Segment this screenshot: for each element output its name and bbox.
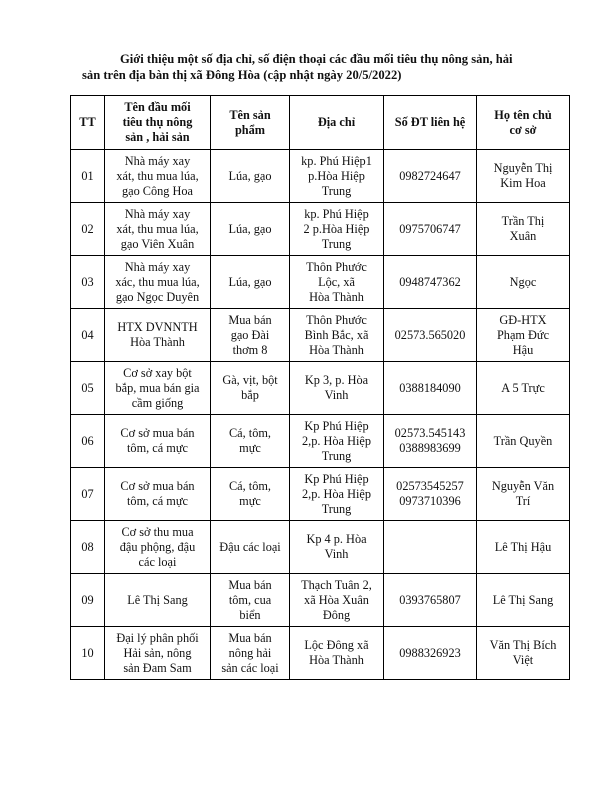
cell-ten-dau-moi-line: tôm, cá mực <box>127 494 188 508</box>
cell-so-dt <box>384 521 477 574</box>
cell-tt <box>71 521 105 574</box>
cell-dia-chi <box>290 415 384 468</box>
cell-ho-ten-line: Ngọc <box>509 274 537 289</box>
table-header-row <box>71 96 570 150</box>
cell-dia-chi-line: 2,p. Hòa Hiệp <box>302 486 371 501</box>
cell-dia-chi-line: Bình Bắc, xã <box>304 327 369 342</box>
cell-dia-chi-line: Trung <box>321 448 352 463</box>
table-row <box>71 150 570 203</box>
cell-dia-chi <box>290 362 384 415</box>
cell-ho-ten <box>477 627 570 680</box>
header-dia-chi: Địa chỉ <box>290 96 384 150</box>
cell-tt-value: 08 <box>81 539 94 554</box>
cell-ten-dau-moi-line: Lê Thị Sang <box>127 592 188 607</box>
cell-ten-dau-moi-line: bắp, mua bán gia <box>115 380 200 395</box>
table-body <box>71 150 570 680</box>
cell-ten-dau-moi-line: gạo Viên Xuân <box>120 236 195 251</box>
cell-ten-dau-moi-line: xát, thu mua lúa, <box>116 221 199 236</box>
cell-dia-chi-line: Hòa Thành <box>309 289 364 304</box>
cell-tt-value: 02 <box>81 221 94 236</box>
cell-ho-ten-line: Phạm Đức <box>496 327 550 342</box>
cell-so-dt <box>384 468 477 521</box>
cell-so-dt-line: 0393765807 <box>399 592 461 607</box>
cell-so-dt <box>384 203 477 256</box>
cell-dia-chi-line: 2,p. Hòa Hiệp <box>302 433 371 448</box>
cell-ten-dau-moi-line: Hòa Thành <box>130 335 185 349</box>
document-title <box>82 51 562 83</box>
cell-ten-dau-moi-line: cầm giống <box>131 395 184 410</box>
cell-ho-ten <box>477 362 570 415</box>
cell-ten-dau-moi-line: tôm, cá mực <box>127 441 188 455</box>
cell-tt-value: 05 <box>81 380 94 395</box>
cell-so-dt <box>384 150 477 203</box>
cell-tt-value: 01 <box>81 168 94 183</box>
title-line-1: Giới thiệu một số địa chỉ, số điện thoại các đầu mối tiêu thụ nông sản, hải <box>120 52 513 66</box>
cell-ho-ten-line: Trần Quyền <box>493 433 553 448</box>
cell-so-dt-line: 0975706747 <box>399 221 461 236</box>
cell-ten-dau-moi-line: các loại <box>138 554 177 569</box>
cell-so-dt-line: 0973710396 <box>399 494 461 508</box>
cell-ho-ten <box>477 309 570 362</box>
cell-ten-san-pham <box>211 309 290 362</box>
cell-ten-san-pham <box>211 362 290 415</box>
cell-ten-san-pham <box>211 256 290 309</box>
cell-ho-ten <box>477 521 570 574</box>
cell-ho-ten <box>477 203 570 256</box>
cell-so-dt <box>384 309 477 362</box>
cell-so-dt <box>384 362 477 415</box>
table-row <box>71 574 570 627</box>
cell-dia-chi <box>290 309 384 362</box>
cell-tt-value: 03 <box>81 274 94 289</box>
cell-tt-value: 10 <box>81 645 94 660</box>
cell-tt <box>71 309 105 362</box>
table-row <box>71 468 570 521</box>
cell-dia-chi-line: Kp Phú Hiệp <box>304 471 369 486</box>
cell-so-dt-line: 0388184090 <box>399 380 461 395</box>
cell-dia-chi-line: kp. Phú Hiệp <box>304 206 369 221</box>
cell-ho-ten <box>477 150 570 203</box>
cell-dia-chi-line: Thôn Phước <box>306 312 367 327</box>
cell-ten-san-pham-line: Gà, vịt, bột <box>222 373 278 387</box>
cell-ten-san-pham-line: mực <box>239 494 261 508</box>
cell-dia-chi <box>290 203 384 256</box>
cell-ten-dau-moi <box>105 203 211 256</box>
cell-ten-san-pham <box>211 627 290 680</box>
cell-ho-ten-line: Nguyễn Văn <box>491 479 555 493</box>
cell-tt-value: 04 <box>81 327 94 342</box>
cell-so-dt-line: 02573.545143 <box>394 426 466 440</box>
header-so-dt: Số ĐT liên hệ <box>384 96 477 150</box>
cell-dia-chi-line: xã Hòa Xuân <box>304 592 369 607</box>
cell-ten-san-pham-line: Mua bán <box>228 312 272 327</box>
table-row <box>71 309 570 362</box>
cell-ten-san-pham-line: sản các loại <box>221 660 279 675</box>
cell-ten-san-pham <box>211 415 290 468</box>
cell-ten-dau-moi <box>105 627 211 680</box>
cell-ten-san-pham-line: Lúa, gạo <box>228 221 272 236</box>
cell-dia-chi-line: p.Hòa Hiệp <box>308 168 365 183</box>
cell-tt-value: 06 <box>81 433 94 448</box>
cell-dia-chi-line: 2 p.Hòa Hiệp <box>303 221 370 236</box>
cell-dia-chi-line: Trung <box>321 183 352 198</box>
cell-ten-dau-moi-line: Cơ sở thu mua <box>121 524 194 539</box>
cell-dia-chi <box>290 150 384 203</box>
cell-ten-dau-moi-line: Đại lý phân phối <box>116 630 199 645</box>
cell-ten-dau-moi-line: đậu phộng, đậu <box>119 539 196 554</box>
cell-dia-chi-line: Vinh <box>324 547 349 561</box>
cell-dia-chi-line: Vinh <box>324 388 349 402</box>
cell-ho-ten <box>477 574 570 627</box>
cell-ten-san-pham-line: mực <box>239 441 261 455</box>
cell-ten-dau-moi-line: gạo Ngọc Duyên <box>115 289 200 304</box>
cell-ho-ten-line: Xuân <box>509 229 537 243</box>
cell-ho-ten-line: Lê Thị Hậu <box>494 539 552 554</box>
header-ten-san-pham: Tên sản phẩm <box>211 96 290 150</box>
cell-tt-value: 07 <box>81 486 94 501</box>
cell-ten-dau-moi <box>105 574 211 627</box>
cell-ten-san-pham-line: Lúa, gạo <box>228 168 272 183</box>
cell-so-dt-line: 0982724647 <box>399 168 461 183</box>
cell-ten-dau-moi <box>105 468 211 521</box>
cell-tt <box>71 362 105 415</box>
cell-dia-chi <box>290 468 384 521</box>
cell-dia-chi-line: Thạch Tuân 2, <box>301 577 372 592</box>
header-ten-dau-moi: Tên đầu mối tiêu thụ nông sản , hải sản <box>105 96 211 150</box>
cell-tt <box>71 468 105 521</box>
cell-ten-san-pham <box>211 203 290 256</box>
cell-so-dt-line: 02573.565020 <box>394 327 466 342</box>
cell-dia-chi-line: Lộc Đông xã <box>304 638 369 652</box>
cell-ho-ten-line: A 5 Trực <box>501 380 545 395</box>
cell-so-dt-line: 02573545257 <box>396 479 464 493</box>
cell-dia-chi-line: Kp 4 p. Hòa <box>306 532 367 546</box>
cell-ten-dau-moi-line: Nhà máy xay <box>124 153 191 168</box>
table-row <box>71 362 570 415</box>
cell-dia-chi-line: Trung <box>321 501 352 516</box>
cell-so-dt <box>384 415 477 468</box>
cell-ho-ten-line: Trí <box>515 494 531 508</box>
cell-dia-chi-line: Đông <box>322 607 351 622</box>
header-tt: TT <box>71 96 105 150</box>
cell-dia-chi-line: Thôn Phước <box>306 259 367 274</box>
cell-ten-san-pham-line: thơm 8 <box>232 342 268 357</box>
cell-ten-san-pham-line: Mua bán <box>228 577 272 592</box>
header-ho-ten: Họ tên chủ cơ sở <box>477 96 570 150</box>
table-row <box>71 627 570 680</box>
cell-ten-san-pham-line: Cá, tôm, <box>228 479 271 493</box>
cell-ten-dau-moi <box>105 362 211 415</box>
cell-ten-san-pham <box>211 574 290 627</box>
cell-so-dt-line: 0988326923 <box>399 645 461 660</box>
table-row <box>71 415 570 468</box>
cell-ten-dau-moi-line: HTX DVNNTH <box>117 320 198 334</box>
cell-ho-ten-line: Việt <box>512 653 534 667</box>
cell-ho-ten-line: Văn Thị Bích <box>489 638 557 652</box>
cell-ho-ten-line: Trần Thị <box>501 214 545 228</box>
cell-ten-san-pham <box>211 521 290 574</box>
cell-ten-dau-moi-line: xát, thu mua lúa, <box>116 168 199 183</box>
cell-ho-ten-line: Kim Hoa <box>500 176 546 190</box>
cell-ten-san-pham-line: biển <box>239 607 261 622</box>
cell-ho-ten-line: Hậu <box>512 342 534 357</box>
cell-ten-san-pham-line: bắp <box>241 388 259 402</box>
table-row <box>71 203 570 256</box>
cell-ten-dau-moi-line: Nhà máy xay <box>124 259 191 274</box>
cell-ten-dau-moi-line: Hải sản, nông <box>123 645 192 660</box>
cell-ho-ten-line: GĐ-HTX <box>499 312 547 327</box>
cell-tt <box>71 574 105 627</box>
cell-ho-ten-line: Nguyễn Thị <box>493 161 553 175</box>
cell-tt <box>71 150 105 203</box>
cell-dia-chi <box>290 574 384 627</box>
cell-tt <box>71 415 105 468</box>
cell-so-dt <box>384 256 477 309</box>
cell-ho-ten <box>477 415 570 468</box>
cell-dia-chi <box>290 256 384 309</box>
cell-ten-san-pham-line: tôm, cua <box>228 592 272 607</box>
cell-ten-san-pham-line: nông hải <box>228 645 272 660</box>
cell-dia-chi-line: Hòa Thành <box>309 342 364 357</box>
cell-ho-ten <box>477 256 570 309</box>
contacts-table <box>70 95 570 680</box>
cell-ten-san-pham-line: Cá, tôm, <box>228 426 271 440</box>
cell-ten-san-pham <box>211 150 290 203</box>
cell-ten-dau-moi-line: Cơ sở xay bột <box>123 365 192 380</box>
cell-tt <box>71 203 105 256</box>
table-row <box>71 521 570 574</box>
cell-tt <box>71 256 105 309</box>
cell-ten-dau-moi <box>105 150 211 203</box>
cell-ten-dau-moi-line: Cơ sở mua bán <box>120 479 195 493</box>
cell-dia-chi-line: Hòa Thành <box>309 653 364 667</box>
cell-ten-san-pham-line: Đậu các loại <box>219 539 281 554</box>
cell-ten-san-pham <box>211 468 290 521</box>
cell-dia-chi-line: Trung <box>321 236 352 251</box>
cell-ten-dau-moi-line: Nhà máy xay <box>124 206 191 221</box>
cell-dia-chi-line: Kp 3, p. Hòa <box>304 373 369 387</box>
cell-ten-san-pham-line: Mua bán <box>228 630 272 645</box>
cell-ten-san-pham-line: Lúa, gạo <box>228 274 272 289</box>
cell-ten-dau-moi-line: xác, thu mua lúa, <box>115 274 200 289</box>
cell-dia-chi <box>290 521 384 574</box>
cell-ten-dau-moi-line: sản Đam Sam <box>123 660 192 675</box>
cell-dia-chi-line: Kp Phú Hiệp <box>304 418 369 433</box>
cell-dia-chi-line: kp. Phú Hiệp1 <box>301 153 372 168</box>
cell-ten-dau-moi-line: gạo Công Hoa <box>121 183 194 198</box>
cell-so-dt-line: 0388983699 <box>399 441 461 455</box>
cell-so-dt-line: 0948747362 <box>399 274 461 289</box>
cell-dia-chi-line: Lộc, xã <box>318 274 355 289</box>
cell-tt <box>71 627 105 680</box>
cell-so-dt <box>384 574 477 627</box>
cell-ten-dau-moi-line: Cơ sở mua bán <box>120 426 195 440</box>
table-row <box>71 256 570 309</box>
cell-ten-dau-moi <box>105 309 211 362</box>
cell-ten-san-pham-line: gạo Đài <box>230 327 270 342</box>
cell-dia-chi <box>290 627 384 680</box>
cell-ten-dau-moi <box>105 521 211 574</box>
title-line-2: sản trên địa bàn thị xã Đông Hòa (cập nhật ngày 20/5/2022) <box>82 68 402 82</box>
cell-ten-dau-moi <box>105 415 211 468</box>
cell-tt-value: 09 <box>81 592 94 607</box>
cell-so-dt <box>384 627 477 680</box>
cell-ho-ten <box>477 468 570 521</box>
cell-ten-dau-moi <box>105 256 211 309</box>
cell-ho-ten-line: Lê Thị Sang <box>492 592 554 607</box>
